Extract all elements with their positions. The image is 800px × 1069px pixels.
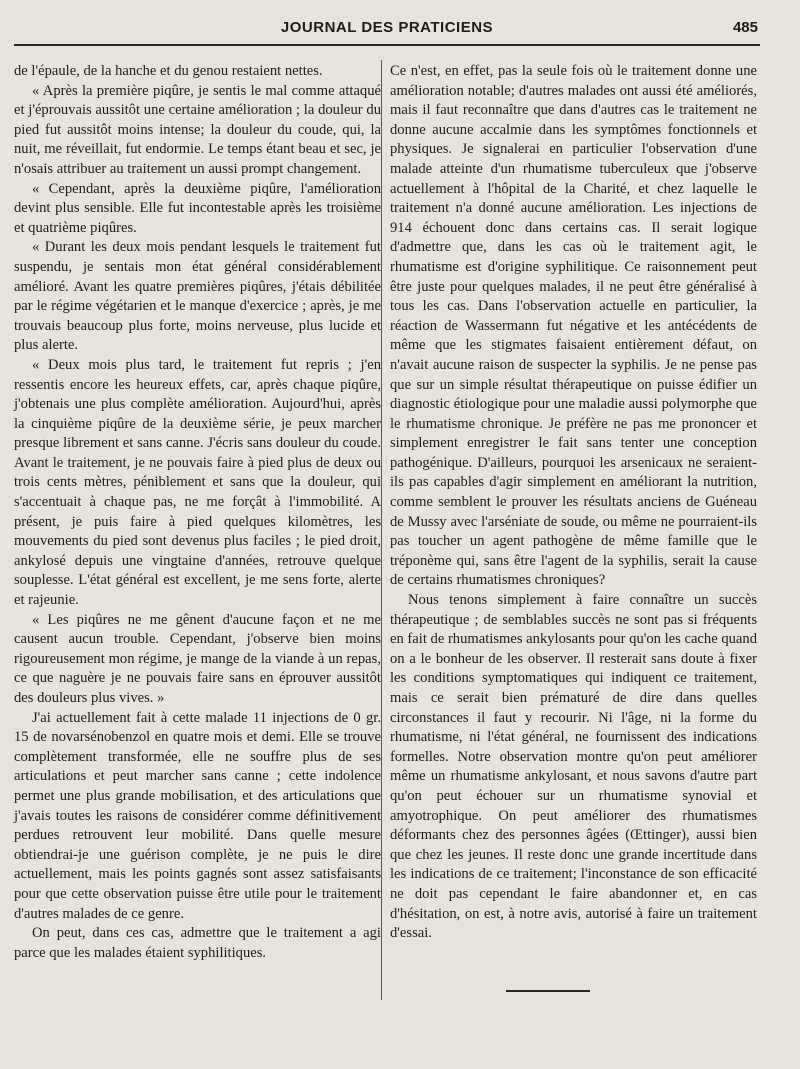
paragraph: « Deux mois plus tard, le traitement fut repris ; j'en ressentis encore les heureux effets, car, après chaque piqûre, j'obtenais une plus complète amélioration. Aujourd'hui, après la cinquième piqûre de la deuxième série, je peux marcher presque librement et sans canne. J'écris sans douleur du coude. Avant le traitement, je ne pouvais faire à pied plus de deux ou trois cents mètres, péniblement et sans que la douleur, qui s'accentuait à chaque pas, ne me forçât à l'immobilité. A présent, je puis faire à pied quelques kilomètres, les mouvements du pied sont devenus plus faciles ; le pied droit, ankylosé depuis une vingtaine d'années, retrouve quelque souplesse. L'état général est excellent, je me sens forte, alerte et rajeunie. — [14, 356, 381, 609]
paragraph: de l'épaule, de la hanche et du genou restaient nettes. — [14, 63, 323, 79]
page-header — [14, 18, 760, 46]
end-of-article-rule — [506, 990, 590, 992]
running-title: JOURNAL DES PRATICIENS — [280, 19, 494, 36]
paragraph: « Cependant, après la deuxième piqûre, l'amélioration devint plus sensible. Elle fut incontestable après les troisième et quatrième piqûres. — [14, 180, 381, 236]
column-divider — [381, 60, 382, 1000]
left-column — [14, 62, 381, 963]
page-number: 485 — [732, 19, 758, 36]
paragraph: « Durant les deux mois pendant lesquels le traitement fut suspendu, je sentais mon état général considérablement amélioré. Avant les quatre premières piqûres, j'étais débilitée par le régime végétarien et le manque d'exercice ; après, je me trouvais beaucoup plus forte, moins nerveuse, plus lucide et plus alerte. — [14, 239, 381, 354]
paragraph: Ce n'est, en effet, pas la seule fois où le traitement donne une amélioration notable; d'autres malades ont aussi été améliorés, mais il faut reconnaître que dans d'autres cas le traitement ne donne aucune accalmie dans les symptômes fonctionnels et physiques. Je signalerai en particulier l'observation d'une malade atteinte d'un rhumatisme tuberculeux que j'observe actuellement à l'hôpital de la Charité, et chez laquelle le traitement n'a donné aucune amélioration. Les injections de 914 échouent donc dans certains cas. Il serait logique d'admettre que, dans les cas où le traitement agit, le rhumatisme est d'origine syphilitique. Ce raisonnement peut être juste pour quelques malades, il ne peut être généralisé à tous les cas. Dans l'observation actuelle en particulier, la réaction de Wassermann fut négative et les antécédents de même que les stigmates faisaient entièrement défaut, on n'avait aucune raison de suspecter la syphilis. Je ne pense pas que sur un simple résultat thérapeutique on puisse édifier un diagnostic étiologique pour une maladie aussi polymorphe que le rhumatisme chronique. Je préfère ne pas me prononcer et simplement enregistrer le fait sans tenter une conception pathogénique. D'ailleurs, pourquoi les arsenicaux ne seraient-ils pas capables d'agir simplement en améliorant la nutrition, comme semblent le prouver les résultats anciens de Guéneau de Mussy avec l'arséniate de soude, ou même ne pourraient-ils pas toucher un agent pathogène de même famille que le tréponème qui, sans être l'agent de la syphilis, serait la cause de certains rhumatismes chroniques? — [390, 63, 757, 589]
paragraph: On peut, dans ces cas, admettre que le traitement a agi parce que les malades étaient syphilitiques. — [14, 925, 381, 961]
paragraph: Nous tenons simplement à faire connaître un succès thérapeutique ; de semblables succès ne sont pas si fréquents en fait de rhumatismes ankylosants pour qu'on les cache quand on a le bonheur de les observer. Il resterait sans doute à fixer les conditions symptomatiques qui indiquent ce traitement, mais ce serait bien prématuré de dire dans quelles circonstances il faut y recourir. Ni l'âge, ni la forme du rhumatisme, ni l'état général, ne fournissent des indications formelles. Notre observation montre qu'on peut améliorer même un rhumatisme ankylosant, et nous savons d'autre part qu'on peut échouer sur un rhumatisme synovial et amyotrophique. On peut améliorer des rhumatismes déformants chez des personnes âgées (Œttinger), aussi bien que chez les jeunes. Il reste donc une grande incertitude dans les indications de ce traitement; l'inconstance de son efficacité ne doit pas cependant le faire abandonner et, en cas d'hésitation, on est, à notre avis, autorisé à faire un traitement d'essai. — [390, 592, 757, 942]
paragraph: J'ai actuellement fait à cette malade 11 injections de 0 gr. 15 de novarsénobenzol en quatre mois et demi. Elle se trouve complètement transformée, elle ne souffre plus de ses articulations et peut marcher sans canne ; cette indolence permet une plus grande mobilisation, et des articulations que j'avais toutes les raisons de considérer comme définitivement perdues retrouvent leur mobilité. Dans quelle mesure obtiendrai-je une guérison complète, je ne puis le dire actuellement, mais les points gagnés sont assez satisfaisants pour que cette observation puisse être utile pour le traitement d'autres malades de ce genre. — [14, 709, 381, 922]
paragraph: « Les piqûres ne me gênent d'aucune façon et ne me causent aucun trouble. Cependant, j'observe bien moins rigoureusement mon régime, je mange de la viande à un repas, ce que naguère je ne pouvais faire sans en éprouver aussitôt des douleurs plus vives. » — [14, 611, 381, 706]
paragraph: « Après la première piqûre, je sentis le mal comme attaqué et j'éprouvais aussitôt une certaine amélioration ; la douleur du pied fut aussitôt moins intense; la douleur du coude, qui, la nuit, me réveillait, fut endormie. Le temps étant beau et sec, je n'osais attribuer au traitement un aussi prompt changement. — [14, 82, 381, 177]
right-column — [390, 62, 757, 944]
